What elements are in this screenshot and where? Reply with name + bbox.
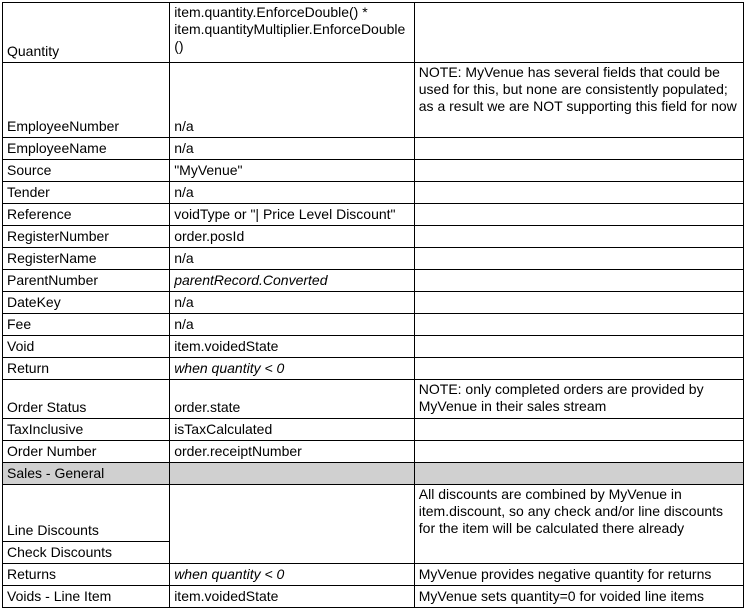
field-cell: Tender — [3, 182, 170, 204]
mapping-cell: order.receiptNumber — [170, 441, 415, 463]
mapping-cell — [170, 463, 415, 485]
mapping-cell: parentRecord.Converted — [170, 270, 415, 292]
mapping-cell: order.posId — [170, 226, 415, 248]
field-cell: Reference — [3, 204, 170, 226]
table-row — [3, 248, 744, 270]
mapping-cell: when quantity < 0 — [170, 358, 415, 380]
table-row — [3, 441, 744, 463]
table-row — [3, 160, 744, 182]
table-row — [3, 419, 744, 441]
mapping-cell: order.state — [170, 380, 415, 419]
notes-cell — [414, 419, 743, 441]
section-title: Sales - General — [3, 463, 170, 485]
mapping-cell: item.voidedState — [170, 586, 415, 608]
field-cell: Fee — [3, 314, 170, 336]
table-row — [3, 485, 744, 542]
notes-cell: NOTE: MyVenue has several fields that could be used for this, but none are consistently populated; as a result we are NOT supporting this field for now — [414, 63, 743, 138]
notes-cell — [414, 160, 743, 182]
notes-cell — [414, 358, 743, 380]
table-row — [3, 336, 744, 358]
mapping-cell: voidType or "| Price Level Discount" — [170, 204, 415, 226]
notes-cell — [414, 270, 743, 292]
mapping-cell — [170, 485, 415, 564]
section-header-row — [3, 463, 744, 485]
notes-cell — [414, 226, 743, 248]
field-cell: TaxInclusive — [3, 419, 170, 441]
notes-cell — [414, 204, 743, 226]
mapping-cell: when quantity < 0 — [170, 564, 415, 586]
notes-cell: NOTE: only completed orders are provided by MyVenue in their sales stream — [414, 380, 743, 419]
mapping-cell: n/a — [170, 292, 415, 314]
field-cell: RegisterNumber — [3, 226, 170, 248]
table-row — [3, 358, 744, 380]
field-mapping-table — [2, 2, 744, 608]
field-cell: Line Discounts — [3, 485, 170, 542]
notes-cell: MyVenue provides negative quantity for returns — [414, 564, 743, 586]
table-row — [3, 292, 744, 314]
mapping-cell: "MyVenue" — [170, 160, 415, 182]
notes-cell — [414, 463, 743, 485]
notes-cell: MyVenue sets quantity=0 for voided line items — [414, 586, 743, 608]
notes-cell — [414, 441, 743, 463]
field-cell: Return — [3, 358, 170, 380]
mapping-cell: isTaxCalculated — [170, 419, 415, 441]
field-cell: EmployeeName — [3, 138, 170, 160]
table-row — [3, 204, 744, 226]
field-cell: Order Status — [3, 380, 170, 419]
notes-cell: All discounts are combined by MyVenue in item.discount, so any check and/or line discounts for the item will be calculated there already — [414, 485, 743, 564]
field-cell: Quantity — [3, 3, 170, 63]
table-row — [3, 270, 744, 292]
mapping-cell: n/a — [170, 138, 415, 160]
table-row — [3, 138, 744, 160]
notes-cell — [414, 292, 743, 314]
table-row — [3, 226, 744, 248]
notes-cell — [414, 314, 743, 336]
notes-cell — [414, 248, 743, 270]
table-row — [3, 380, 744, 419]
mapping-cell: item.quantity.EnforceDouble() * item.quantityMultiplier.EnforceDouble() — [170, 3, 415, 63]
mapping-cell: n/a — [170, 314, 415, 336]
mapping-cell: n/a — [170, 182, 415, 204]
table-row — [3, 63, 744, 138]
field-cell: Order Number — [3, 441, 170, 463]
field-cell: Voids - Line Item — [3, 586, 170, 608]
field-cell: EmployeeNumber — [3, 63, 170, 138]
mapping-cell: n/a — [170, 248, 415, 270]
mapping-cell: item.voidedState — [170, 336, 415, 358]
notes-cell — [414, 3, 743, 63]
notes-cell — [414, 336, 743, 358]
notes-cell — [414, 138, 743, 160]
table-row — [3, 182, 744, 204]
field-cell: DateKey — [3, 292, 170, 314]
table-row — [3, 564, 744, 586]
field-cell: Check Discounts — [3, 542, 170, 564]
field-cell: ParentNumber — [3, 270, 170, 292]
table-row — [3, 314, 744, 336]
mapping-cell: n/a — [170, 63, 415, 138]
field-cell: Void — [3, 336, 170, 358]
field-cell: RegisterName — [3, 248, 170, 270]
field-cell: Returns — [3, 564, 170, 586]
table-row — [3, 3, 744, 63]
notes-cell — [414, 182, 743, 204]
field-cell: Source — [3, 160, 170, 182]
table-row — [3, 586, 744, 608]
